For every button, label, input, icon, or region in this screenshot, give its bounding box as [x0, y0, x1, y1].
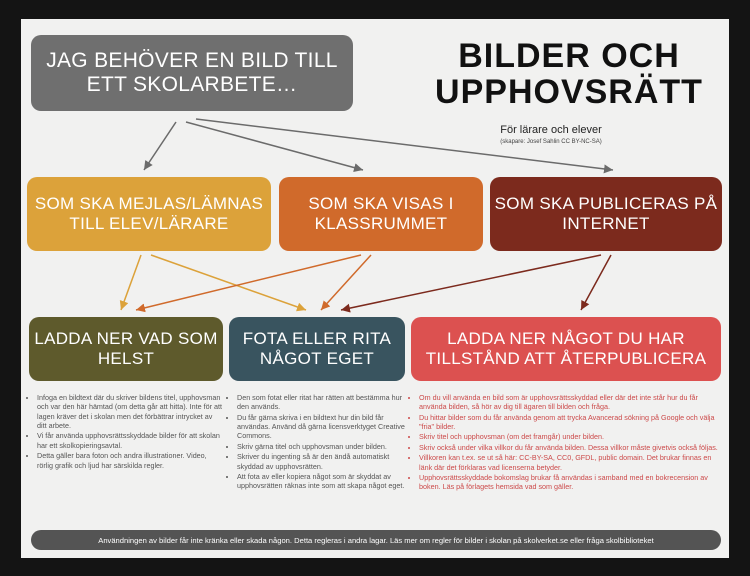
note-item: • Du får gärna skriva i en bildtext hur din bild får användas. Använd då gärna licensverktyget Creative Commons. — [237, 413, 405, 441]
credit: (skapare: Josef Sahlin CC BY-NC-SA) — [500, 139, 602, 145]
note-item: • Skriv gärna titel och upphovsman under bilden. — [237, 442, 405, 451]
category-publish-label: SOM SKA PUBLICERAS PÅ INTERNET — [494, 194, 718, 233]
footer-text: Användningen av bilder får inte kränka eller skada någon. Detta regleras i andra lagar. Läs mer om regler för bilder i skolan på skolverket.se eller fråga skolbiblioteket — [98, 535, 654, 545]
category-mail-box — [27, 177, 271, 251]
arrow-publish-photo — [341, 255, 601, 310]
arrow-mail-photo — [151, 255, 306, 310]
note-item: • Att fota av eller kopiera något som är skyddat av upphovsrätten räknas inte som att skapa något eget. — [237, 472, 405, 491]
category-mail-label: SOM SKA MEJLAS/LÄMNAS TILL ELEV/LÄRARE — [34, 194, 264, 233]
infographic-poster — [21, 19, 729, 558]
subtitle: För lärare och elever — [500, 124, 602, 136]
category-show-label: SOM SKA VISAS I KLASSRUMMET — [308, 194, 454, 233]
outcome-permission-box — [411, 317, 721, 381]
footer-banner — [31, 530, 721, 550]
category-show-box — [279, 177, 483, 251]
note-item: • Detta gäller bara foton och andra illustrationer. Video, rörlig grafik och ljud har särskilda regler. — [37, 451, 223, 470]
outcome-any-label: LADDA NER VAD SOM HELST — [34, 329, 218, 368]
question-text: JAG BEHÖVER EN BILD TILL ETT SKOLARBETE… — [46, 48, 338, 96]
note-item: • Infoga en bildtext där du skriver bildens titel, upphovsman och var den här hämtad (om detta går att hitta). Inte för att lagen kräver det i skolan men det förbättrar intrycket av ditt arbete. — [37, 393, 223, 430]
arrow-show-any — [136, 255, 361, 310]
outcome-photo-label: FOTA ELLER RITA NÅGOT EGET — [242, 329, 392, 368]
arrow-mail-any — [121, 255, 141, 310]
poster-title — [409, 39, 729, 110]
note-item: • Den som fotat eller ritat har rätten att bestämma hur den används. — [237, 393, 405, 412]
note-item: • Skriver du ingenting så är den ändå automatiskt skyddad av upphovsrätten. — [237, 452, 405, 471]
outcome-any-box — [29, 317, 223, 381]
arrow-to-mail — [144, 122, 176, 170]
notes-any — [29, 393, 223, 471]
question-box — [31, 35, 353, 111]
title-line-1: BILDER OCH — [458, 37, 680, 75]
notes-permission — [411, 393, 721, 493]
note-item: • Skriv också under vilka villkor du får använda bilden. Dessa villkor måste givetvis också följas. — [419, 443, 721, 452]
title-line-2: UPPHOVSRÄTT — [435, 72, 703, 111]
note-item: • Skriv titel och upphovsman (om det framgår) under bilden. — [419, 432, 721, 441]
category-publish-box — [490, 177, 722, 251]
notes-photo — [229, 393, 405, 492]
note-item: • Upphovsrättsskyddade bokomslag brukar få användas i samband med en bokrecension av boken. Läs på förlagets hemsida vad som gäller. — [419, 473, 721, 492]
outcome-photo-box — [229, 317, 405, 381]
note-item: • Villkoren kan t.ex. se ut så här: CC-BY-SA, CC0, GFDL, public domain. Det brukar finnas en länk där det förklaras vad licenserna betyder. — [419, 453, 721, 472]
outcome-permission-label: LADDA NER NÅGOT DU HAR TILLSTÅND ATT ÅTERPUBLICERA — [425, 329, 707, 368]
arrow-publish-permission — [581, 255, 611, 310]
note-item: • Vi får använda upphovsrättsskyddade bilder för att skolan har ett skolkopieringsavtal. — [37, 431, 223, 450]
note-item: • Du hittar bilder som du får använda genom att trycka Avancerad sökning på Google och välja "fria" bilder. — [419, 413, 721, 432]
note-item: • Om du vill använda en bild som är upphovsrättsskyddad eller där det inte står hur du får använda bilden, så hör av dig till ägaren till bilden och fråga. — [419, 393, 721, 412]
